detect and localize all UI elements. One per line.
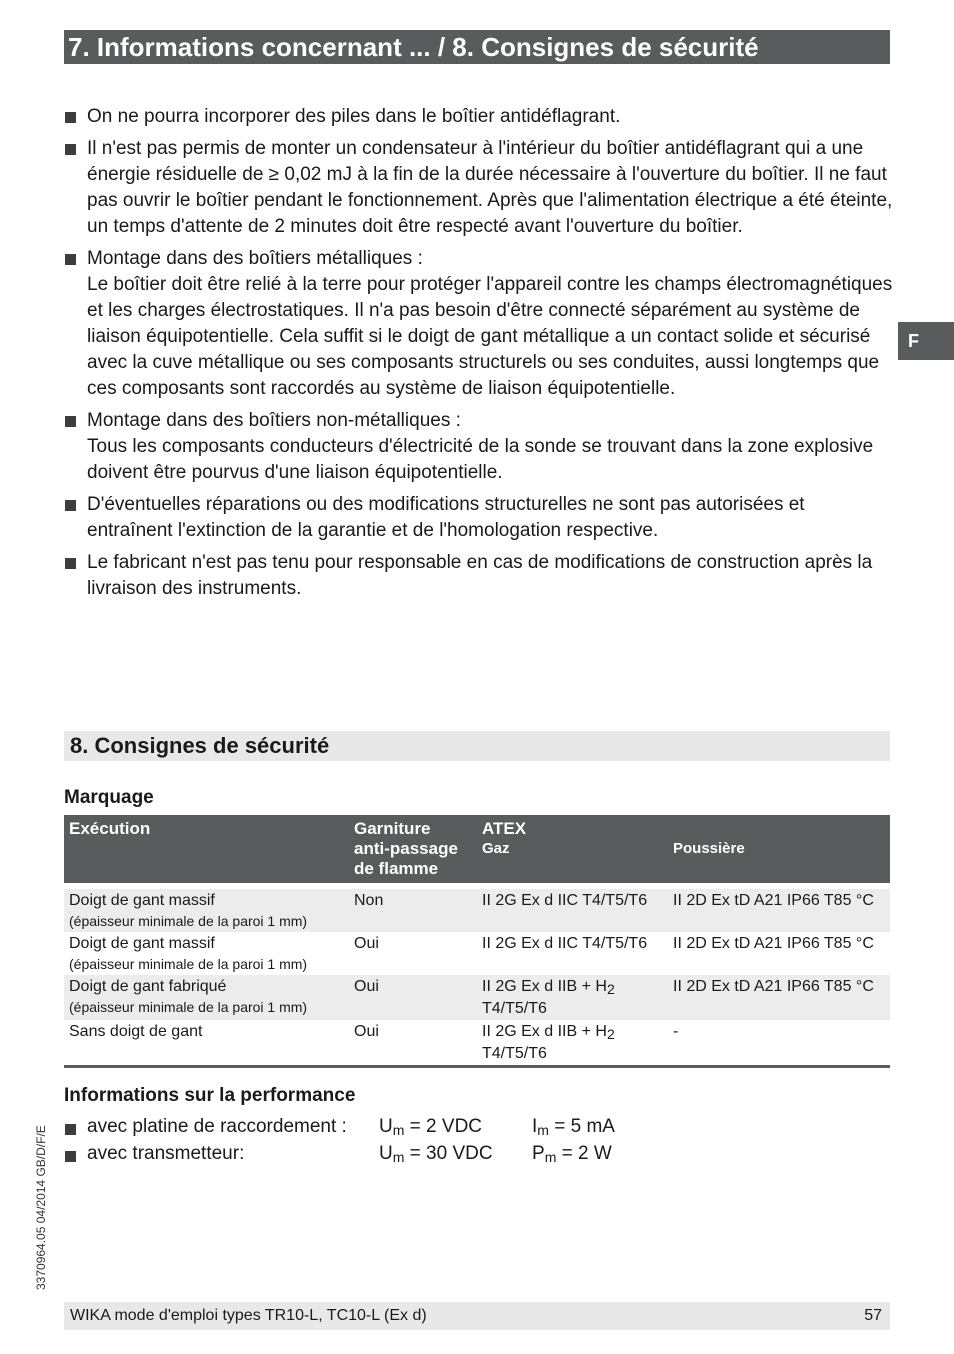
table-row bbox=[64, 1020, 890, 1067]
header-garniture bbox=[349, 815, 477, 883]
performance-heading: Informations sur la performance bbox=[64, 1085, 356, 1106]
voltage-value bbox=[379, 1143, 493, 1165]
execution-note: (épaisseur minimale de la paroi 1 mm) bbox=[69, 956, 308, 972]
symbol: U bbox=[379, 1143, 393, 1164]
header-poussiere-text: Poussière bbox=[673, 840, 745, 857]
subscript: m bbox=[392, 1122, 405, 1138]
cell-execution bbox=[64, 1020, 349, 1067]
footer-text: WIKA mode d'emploi types TR10-L, TC10-L (Ex d) bbox=[70, 1307, 427, 1324]
page-title: 7. Informations concernant ... / 8. Consignes de sécurité bbox=[64, 30, 890, 64]
cell-gaz bbox=[477, 975, 668, 1020]
bullet-text: Montage dans des boîtiers métalliques : bbox=[87, 248, 423, 269]
language-tab: F bbox=[898, 322, 954, 360]
gaz-text: II 2G Ex d IIC T4/T5/T6 bbox=[482, 892, 648, 909]
gaz-text: II 2G Ex d IIB + H bbox=[482, 978, 607, 995]
cell-garniture: Non bbox=[349, 889, 477, 932]
page-footer bbox=[64, 1302, 890, 1330]
subscript: m bbox=[392, 1149, 405, 1165]
list-item bbox=[64, 550, 894, 602]
marquage-heading: Marquage bbox=[64, 787, 154, 808]
list-item bbox=[64, 1143, 764, 1170]
performance-list bbox=[64, 1116, 764, 1170]
section-heading: 8. Consignes de sécurité bbox=[64, 731, 890, 761]
cell-garniture: Oui bbox=[349, 975, 477, 1020]
value: = 5 mA bbox=[548, 1116, 615, 1137]
square-bullet-icon bbox=[65, 500, 76, 511]
list-item bbox=[64, 1116, 764, 1143]
execution-text: Sans doigt de gant bbox=[69, 1023, 203, 1040]
cell-garniture: Oui bbox=[349, 1020, 477, 1067]
square-bullet-icon bbox=[65, 416, 76, 427]
bullet-list bbox=[64, 104, 894, 608]
gaz-text-line2: T4/T5/T6 bbox=[482, 1000, 547, 1017]
cell-gaz bbox=[477, 889, 668, 932]
bullet-text: D'éventuelles réparations ou des modifications structurelles ne sont pas autorisées et entraînent l'extinction de la garantie et de l'homologation respective. bbox=[87, 494, 805, 541]
marking-table bbox=[64, 815, 890, 1068]
symbol: I bbox=[532, 1116, 538, 1137]
page-number: 57 bbox=[864, 1307, 882, 1324]
voltage-value bbox=[379, 1116, 482, 1138]
header-garniture-line: Garniture bbox=[354, 819, 431, 838]
cell-poussiere: II 2D Ex tD A21 IP66 T85 °C bbox=[668, 975, 890, 1020]
list-item bbox=[64, 136, 894, 240]
cell-garniture: Oui bbox=[354, 935, 379, 952]
square-bullet-icon bbox=[65, 1124, 76, 1135]
gaz-text-line2: T4/T5/T6 bbox=[482, 1045, 547, 1062]
table-row bbox=[64, 932, 890, 975]
header-gaz: Gaz bbox=[482, 840, 510, 857]
cell-execution bbox=[64, 889, 349, 932]
cell-poussiere: II 2D Ex tD A21 IP66 T85 °C bbox=[673, 935, 874, 952]
bullet-text: Tous les composants conducteurs d'électricité de la sonde se trouvant dans la zone explosive doivent être pourvus d'une liaison équipotentielle. bbox=[87, 436, 874, 483]
gaz-text: II 2G Ex d IIB + H bbox=[482, 1023, 607, 1040]
bullet-text: On ne pourra incorporer des piles dans le boîtier antidéflagrant. bbox=[87, 106, 621, 127]
document-code: 3370964.05 04/2014 GB/D/F/E bbox=[34, 1125, 48, 1290]
square-bullet-icon bbox=[65, 558, 76, 569]
execution-text: Doigt de gant massif bbox=[69, 935, 215, 952]
execution-note: (épaisseur minimale de la paroi 1 mm) bbox=[69, 999, 308, 1015]
header-garniture-line: anti-passage bbox=[354, 839, 458, 858]
cell-execution bbox=[64, 975, 349, 1020]
subscript: m bbox=[537, 1122, 549, 1138]
value: = 2 VDC bbox=[404, 1116, 483, 1137]
cell-poussiere: II 2D Ex tD A21 IP66 T85 °C bbox=[668, 889, 890, 932]
performance-label: avec platine de raccordement : bbox=[87, 1116, 347, 1137]
square-bullet-icon bbox=[65, 112, 76, 123]
header-garniture-line: de flamme bbox=[354, 859, 439, 878]
list-item bbox=[64, 246, 894, 402]
table-row bbox=[64, 975, 890, 1020]
performance-label: avec transmetteur: bbox=[87, 1143, 245, 1164]
symbol: P bbox=[532, 1143, 545, 1164]
list-item bbox=[64, 492, 894, 544]
list-item bbox=[64, 104, 894, 130]
cell-execution bbox=[64, 932, 349, 975]
gaz-subscript: 2 bbox=[606, 981, 615, 997]
current-value bbox=[532, 1116, 615, 1138]
execution-note: (épaisseur minimale de la paroi 1 mm) bbox=[69, 913, 308, 929]
execution-text: Doigt de gant fabriqué bbox=[69, 978, 227, 995]
power-value bbox=[532, 1143, 612, 1165]
cell-gaz bbox=[477, 1020, 668, 1067]
gaz-subscript: 2 bbox=[606, 1026, 615, 1042]
cell-gaz bbox=[477, 932, 668, 975]
bullet-text: Montage dans des boîtiers non-métalliques : bbox=[87, 410, 461, 431]
bullet-text: Le fabricant n'est pas tenu pour responsable en cas de modifications de construction après la livraison des instruments. bbox=[87, 552, 873, 599]
square-bullet-icon bbox=[65, 1151, 76, 1162]
value: = 30 VDC bbox=[404, 1143, 493, 1164]
header-execution: Exécution bbox=[64, 815, 349, 883]
bullet-text: Il n'est pas permis de monter un condensateur à l'intérieur du boîtier antidéflagrant qui a une énergie résiduelle de ≥ 0,02 mJ à la fin de la durée nécessaire à l'ouverture du boîtier. Il ne faut pas ouvrir le boîtier pendant le fonctionnement. Après que l'alimentation électrique a été éteinte, un temps d'attente de 2 minutes doit être respecté avant l'ouverture du boîtier. bbox=[87, 138, 893, 237]
header-poussiere bbox=[668, 815, 890, 883]
subscript: m bbox=[544, 1149, 557, 1165]
value: = 2 W bbox=[556, 1143, 612, 1164]
header-atex: ATEX bbox=[482, 819, 527, 838]
execution-text: Doigt de gant massif bbox=[69, 892, 215, 909]
list-item bbox=[64, 408, 894, 486]
square-bullet-icon bbox=[65, 144, 76, 155]
cell-poussiere: - bbox=[668, 1020, 890, 1067]
square-bullet-icon bbox=[65, 254, 76, 265]
symbol: U bbox=[379, 1116, 393, 1137]
table-row bbox=[64, 889, 890, 932]
gaz-text: II 2G Ex d IIC T4/T5/T6 bbox=[482, 935, 648, 952]
bullet-text: Le boîtier doit être relié à la terre pour protéger l'appareil contre les champs électromagnétiques et les charges électrostatiques. Il n'a pas besoin d'être connecté séparément au système de liaison équipotentielle. Cela suffit si le doigt de gant métallique a un contact solide et sécurisé avec la cuve métallique ou ses composants structurels ou ses conduites, aussi longtemps que ces composants sont raccordés au système de liaison équipotentielle. bbox=[87, 274, 893, 399]
header-atex-gaz bbox=[477, 815, 668, 883]
